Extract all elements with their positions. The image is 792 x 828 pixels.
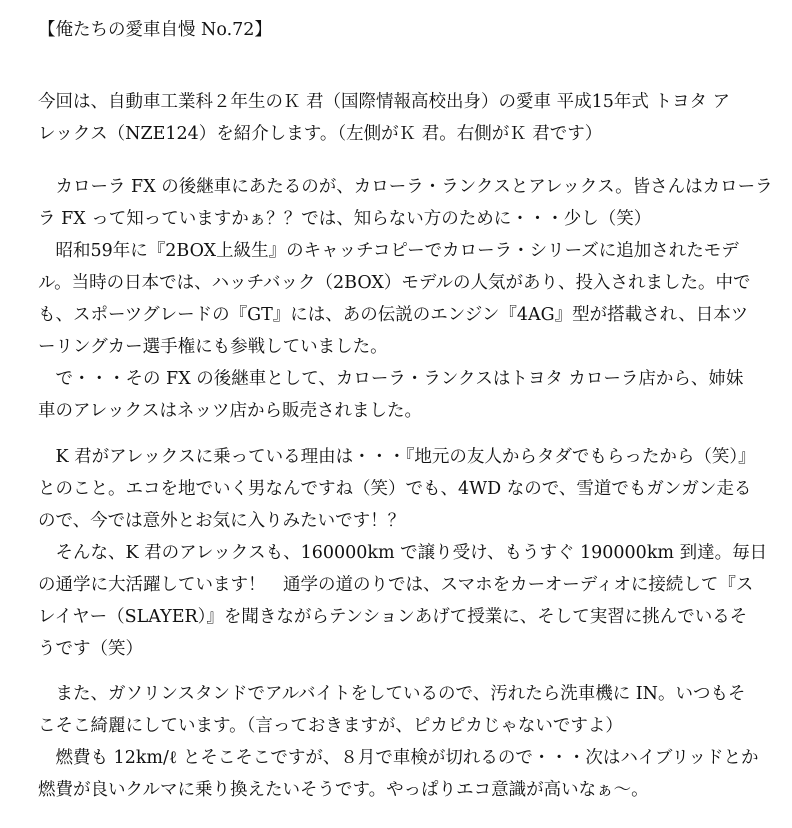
text-line: レックス（NZE124）を紹介します。（左側がＫ 君。右側がＫ 君です） bbox=[38, 124, 603, 144]
text-line: K 君がアレックスに乗っている理由は・・・『地元の友人からタダでもらったから（笑）』 bbox=[38, 447, 756, 467]
text-line: で・・・その FX の後継車として、カローラ・ランクスはトヨタ カローラ店から、姉妹 bbox=[38, 369, 744, 389]
text-line: ーリングカー選手権にも参戦していました。 bbox=[38, 337, 388, 357]
text-line: レイヤー（SLAYER）』を聞きながらテンションあげて授業に、そして実習に挑んでいるそ bbox=[38, 607, 748, 627]
article-title: 【俺たちの愛車自慢 No.72】 bbox=[38, 20, 272, 40]
text-line: 燃費も 12km/ℓ とそこそこですが、８月で車検が切れるので・・・次はハイブリッドとか bbox=[38, 748, 759, 768]
text-line: とのこと。エコを地でいく男なんですね（笑）でも、4WD なので、雪道でもガンガン走る bbox=[38, 479, 752, 499]
text-line: 車のアレックスはネッツ店から販売されました。 bbox=[38, 401, 422, 421]
text-line: また、ガソリンスタンドでアルバイトをしているので、汚れたら洗車機に IN。いつもそ bbox=[38, 684, 746, 704]
text-line: ので、今では意外とお気に入りみたいです！？ bbox=[38, 511, 406, 531]
text-line: カローラ FX の後継車にあたるのが、カローラ・ランクスとアレックス。皆さんはカローラ bbox=[38, 177, 773, 197]
text-line: ル。当時の日本では、ハッチバック（2BOX）モデルの人気があり、投入されました。中で bbox=[38, 273, 751, 293]
text-line: こそこ綺麗にしています。（言っておきますが、ピカピカじゃないですよ） bbox=[38, 716, 623, 736]
text-line: うです（笑） bbox=[38, 639, 143, 659]
text-line: の通学に大活躍しています！ 通学の道のりでは、スマホをカーオーディオに接続して『ス bbox=[38, 575, 754, 595]
text-line: 今回は、自動車工業科２年生のＫ 君（国際情報高校出身）の愛車 平成15年式 トヨタ ア bbox=[38, 92, 731, 112]
text-line: ラ FX って知っていますかぁ？？では、知らない方のために・・・少し（笑） bbox=[38, 209, 652, 229]
text-line: 燃費が良いクルマに乗り換えたいそうです。やっぱりエコ意識が高いなぁ～。 bbox=[38, 780, 649, 800]
text-line: も、スポーツグレードの『GT』には、あの伝説のエンジン『4AG』型が搭載され、日本ツ bbox=[38, 305, 749, 325]
text-line: 昭和59年に『2BOX上級生』のキャッチコピーでカローラ・シリーズに追加されたモデ bbox=[38, 241, 739, 261]
text-line: そんな、K 君のアレックスも、160000km で譲り受け、もうすぐ 190000km 到達。毎日 bbox=[38, 543, 768, 563]
